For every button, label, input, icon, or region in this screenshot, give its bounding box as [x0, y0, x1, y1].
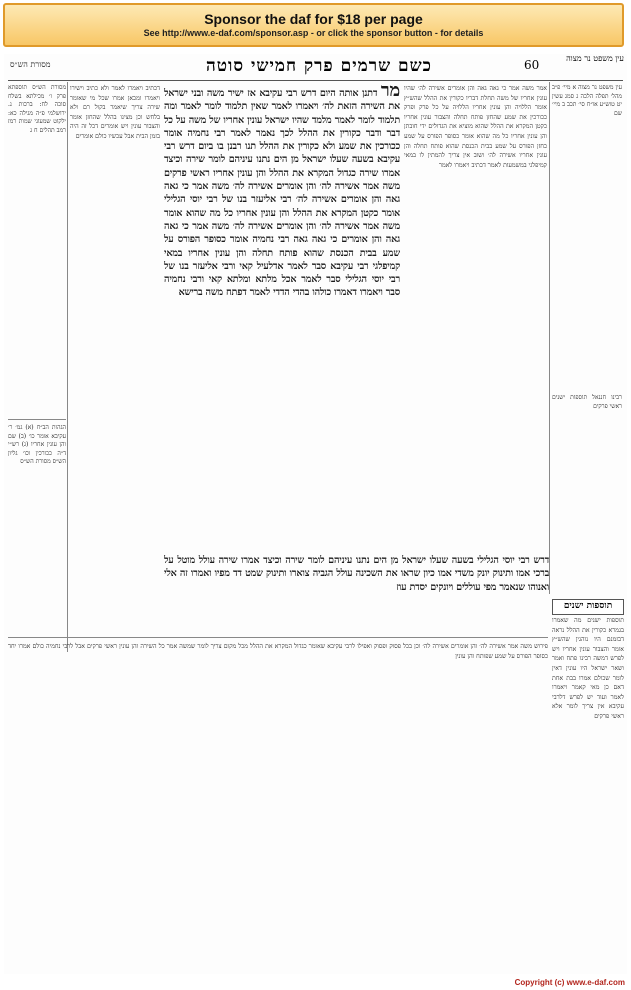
tosafot-yeshanim-column: תוספות ישנים מה שאמרו בגמרא כקורין את ההלל נראה דבזמנם היו נוהגין שהש״ץ אומר והצבור עונין אחריו ויש לפרש דמשה רבינו פתח ואמר ושאר ישראל היו עונין דאין לומר שכולם אמרו בבת אחת דאם כן מאי קאמר ויאמרו לאמר ועוד יש לפרש דלרבי עקיבא אין צריך לומר אלא ראשי פרקים: [552, 617, 624, 720]
sponsor-banner[interactable]: [3, 3, 624, 47]
rashi-column: אמר משה אמר כי גאה גאה והן אומרים אשירה לה׳ שהיו עונין אחריו של משה תחלת דבריו כקורין את ההלל שהש״ץ אומר הללויה והן עונין אחריו הללויה על כל פרק ופרק ככורכין את שמע שהחזן פותח תחלה והצבור עונין אחריו כקטן המקרא את ההלל שהוא מוציא את הגדולים ידי חובתן והן עונין אחריו כל מה שהוא אומר כסופר הפורס על שמע כחזן הפורס על שמע בבית הכנסת שהוא פותח תחלה והן עונין אחריו אשירה לה׳ ושוב אין צריך להמתין לו במאי קמיפלגי במשמעות לאמר דכתיב ויאמרו לאמר: [404, 85, 547, 169]
page-number: 60: [524, 58, 540, 72]
gemara-main-text: [164, 84, 400, 554]
ein-mishpat-lower: רבינו חננאל תוספות ישנים ראשי פרקים: [552, 394, 622, 410]
talmud-page: [4, 54, 627, 974]
right-margin-header: עין משפט נר מצוה: [566, 54, 624, 63]
masoret-hashas-column: מסורת הש״ס תוספתא פרק ו׳ מכילתא בשלח סוכה לח: ברכות נ. ירושלמי פ״ה מגילה כא: ילקוט שמעוני שמות רמז רמב תהלים ח ג: [8, 84, 66, 134]
right-margin-divider: [549, 82, 550, 594]
left-margin-divider: [67, 82, 68, 652]
tosafot-label: תוספות ישנים: [552, 599, 624, 615]
left-margin-rule: [8, 419, 66, 420]
footer: [0, 976, 631, 990]
opening-word: מר: [380, 84, 400, 101]
sponsor-title[interactable]: Sponsor the daf for $18 per page: [204, 11, 423, 27]
left-margin-header: מסורת הש״ס: [10, 60, 51, 69]
tosafot-column: דכתיב ויאמרו לאמר ולא כתיב וישירו ויאמרו ומכאן אמרו שכל מי שאומר שירה צריך שיאמר בקול רם ולא בלחש וכן מצינו בהלל שהחזן אומר והצבור עונין ויש אומרים דכל זה היה בזמן הבית אבל עכשיו כולם אומרים: [70, 85, 160, 140]
copyright-link[interactable]: Copyright (c) www.e-daf.com: [514, 978, 625, 987]
sponsor-subtitle[interactable]: See http://www.e-daf.com/sponsor.asp - or click the sponsor button - for details: [143, 28, 484, 38]
hagahot-column: הגהות הב״ח (א) גמ׳ ר׳ עקיבא אומר כו׳ (ב) שם והן עונין אחריו (ג) רש״י ד״ה ככורכין וכו׳ גליון הש״ס מסורת הש״ס: [8, 424, 66, 466]
header-rule: [8, 80, 623, 81]
page-title: כשם שרמים פרק חמישי סוטה: [205, 56, 432, 76]
ein-mishpat-column: עין משפט נר מצוה א מיי׳ פ״ב מהל׳ תפלה הלכה ג סמג עשין יט טוש״ע או״ח סי׳ תכב ב מיי׳ שם: [552, 84, 622, 117]
gemara-lower-text: דרש רבי יוסי הגלילי בשעה שעלו ישראל מן הים נתנו עיניהם לומר שירה וכיצד אמרו שירה עולל מוטל על ברכי אמו ותינוק יונק משדי אמו כיון שראו את השכינה עולל הגביה צוארו ותינוק שמט דד מפיו ואמרו זה אלי ואנוהו שנאמר מפי עוללים ויונקים יסדת עוז: [164, 555, 549, 593]
gemara-upper: דתנן אותה היום דרש רבי עקיבא אז ישיר משה ובני ישראל את השירה הזאת לה׳ ויאמרו לאמר שאין תלמוד לומר לאמר ומה תלמוד לומר לאמר מלמד שהיו ישראל עונין אחריו של משה על כל דבר ודבר כקורין את ההלל לכך נאמר לאמר רבי נחמיה אומר ככורכין את שמע ולא כקורין את ההלל תנו רבנן בו ביום דרש רבי עקיבא בשעה שעלו ישראל מן הים נתנו עיניהם לומר שירה וכיצד אמרו שירה כגדול המקרא את ההלל והן עונין אחריו ראשי פרקים משה אמר אשירה לה׳ והן אומרים אשירה לה׳ משה אמר כי גאה גאה והן אומרים אשירה לה׳ רבי אליעזר בנו של רבי יוסי הגלילי אומר כקטן המקרא את ההלל והן עונין אחריו כל מה שהוא אומר משה אמר אשירה לה׳ והן אומרים אשירה לה׳ משה אמר כי גאה גאה והן אומרים כי גאה גאה רבי נחמיה אומר כסופר הפורס על שמע בבית הכנסת שהוא פותח תחלה והן עונין אחריו במאי קמיפלגי רבי עקיבא סבר לאמר אדלעיל קאי ורבי אליעזר בנו של רבי יוסי הגלילי סבר לאמר אכל מלתא ומלתא קאי ורבי נחמיה סבר ויאמרו דאמרו כולהו בהדי הדדי לאמר דפתח משה ברישא: [164, 88, 400, 299]
bottom-commentary: פירוש משה אמר אשירה לה׳ והן אומרים אשירה לה׳ וכן בכל פסוק ופסוק ואפילו לרבי עקיבא שאומר כגדול המקרא את ההלל מכל מקום צריך לומר שמשה אמר כל השירה והן עונין ראשי פרקים אבל לרבי נחמיה כולם אמרו יחד כסופר הפורס על שמע שפותח והן עונין: [8, 643, 548, 660]
commentary-rule: [8, 637, 548, 638]
